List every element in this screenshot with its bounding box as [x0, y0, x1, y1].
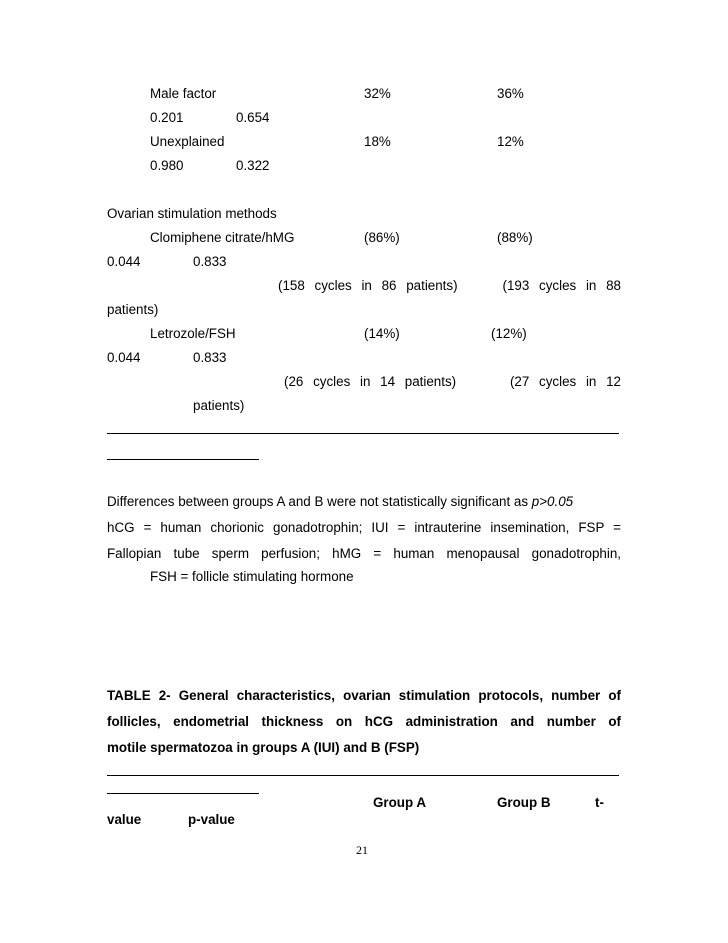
letrozole-cycles-a: (26 cycles in 14 patients) — [284, 374, 457, 389]
male-factor-p-value: 0.654 — [236, 110, 270, 125]
unexplained-group-a: 18% — [364, 134, 391, 149]
unexplained-label: Unexplained — [150, 134, 225, 149]
clomiphene-cycles-b: (193 cycles in 88 — [502, 278, 621, 293]
male-factor-label: Male factor — [150, 86, 217, 101]
letrozole-group-b: (12%) — [491, 326, 527, 341]
clomiphene-label: Clomiphene citrate/hMG — [150, 230, 295, 245]
differences-note — [107, 494, 573, 510]
table2-header-group-a: Group A — [373, 795, 427, 810]
unexplained-p-value: 0.322 — [236, 158, 270, 173]
clomiphene-cycles-a: (158 cycles in 86 patients) — [278, 278, 458, 293]
clomiphene-group-b: (88%) — [497, 230, 533, 245]
table-bottom-rule-short — [107, 459, 259, 460]
male-factor-group-b: 36% — [497, 86, 524, 101]
abbreviations-line-1: hCG = human chorionic gonadotrophin; IUI = intrauterine insemination, FSP = — [107, 520, 621, 535]
table-bottom-rule — [107, 433, 619, 434]
unexplained-group-b: 12% — [497, 134, 524, 149]
table2-caption-line-2: follicles, endometrial thickness on hCG administration and number of — [107, 714, 621, 729]
table2-header-t-value: t- — [595, 795, 604, 810]
table2-header-group-b: Group B — [497, 795, 551, 810]
table2-top-rule — [107, 775, 619, 776]
ovarian-heading: Ovarian stimulation methods — [107, 206, 277, 221]
table2-header-t-value-cont: value — [107, 812, 142, 827]
letrozole-t-value: 0.044 — [107, 350, 141, 365]
abbreviations-line-2: Fallopian tube sperm perfusion; hMG = human menopausal gonadotrophin, — [107, 546, 621, 561]
letrozole-cycles-b-cont: patients) — [193, 398, 245, 413]
letrozole-p-value: 0.833 — [193, 350, 227, 365]
clomiphene-group-a: (86%) — [364, 230, 400, 245]
page-number: 21 — [356, 843, 368, 857]
clomiphene-p-value: 0.833 — [193, 254, 227, 269]
clomiphene-t-value: 0.044 — [107, 254, 141, 269]
letrozole-cycles-b: (27 cycles in 12 — [509, 374, 621, 389]
table2-caption-line-3: motile spermatozoa in groups A (IUI) and B (FSP) — [107, 740, 420, 755]
differences-p: p>0.05 — [531, 494, 574, 509]
letrozole-label: Letrozole/FSH — [150, 326, 236, 341]
table2-caption-line-1: TABLE 2- General characteristics, ovarian stimulation protocols, number of — [107, 688, 621, 703]
male-factor-group-a: 32% — [364, 86, 391, 101]
table2-top-rule-short — [107, 793, 259, 794]
table2-header-p-value: p-value — [188, 812, 235, 827]
male-factor-t-value: 0.201 — [150, 110, 184, 125]
differences-text: Differences between groups A and B were not statistically significant as — [107, 494, 532, 509]
letrozole-group-a: (14%) — [364, 326, 400, 341]
unexplained-t-value: 0.980 — [150, 158, 184, 173]
abbreviations-line-3: FSH = follicle stimulating hormone — [150, 569, 354, 584]
clomiphene-cycles-b-cont: patients) — [107, 302, 159, 317]
